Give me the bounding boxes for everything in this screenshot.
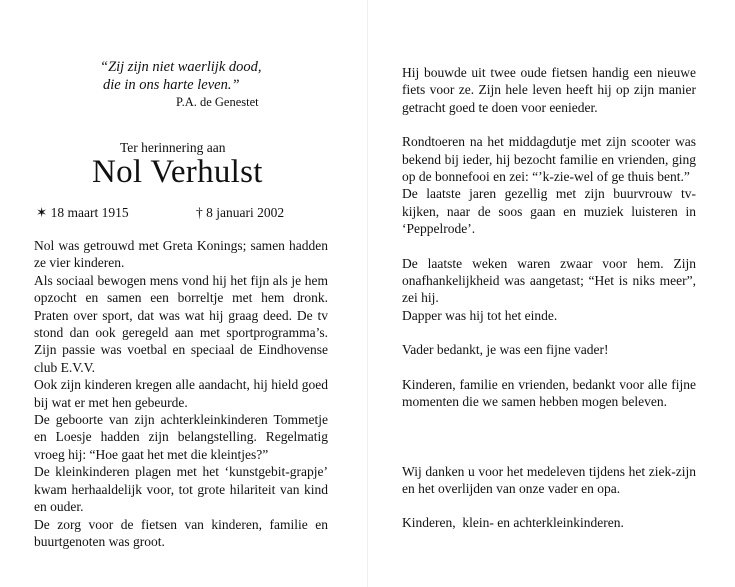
paragraph: De zorg voor de fietsen van kinderen, familie en buurtgenoten was groot. bbox=[34, 516, 328, 549]
signature-line: Kinderen, klein- en achterkleinkinderen. bbox=[402, 515, 624, 531]
quote-line-1: “Zij zijn niet waerlijk dood, bbox=[100, 59, 262, 75]
quote-line-2: die in ons harte leven.” bbox=[103, 77, 240, 93]
paragraph: Kinderen, familie en vrienden, bedankt voor alle fijne momenten die we samen hebben mogen beleven. bbox=[402, 376, 696, 410]
right-column bbox=[402, 64, 696, 532]
paragraph: Rondtoeren na het middagdutje met zijn scooter was bekend bij ieder, hij bezocht familie en vrienden, ging op de bonnefooi en zei: “’k-zie-wel of ge thuis bent.” bbox=[402, 134, 696, 185]
paragraph: Ook zijn kinderen kregen alle aandacht, hij hield goed bij wat er met hen gebeurde. bbox=[34, 377, 328, 410]
paragraph: Nol was getrouwd met Greta Konings; samen hadden ze vier kinderen. bbox=[34, 238, 328, 271]
paragraph: De kleinkinderen plagen met het ‘kunstgebit-grapje’ kwam herhaaldelijk voor, tot grote hilariteit van kind en ouder. bbox=[34, 464, 328, 515]
paragraph: Als sociaal bewogen mens vond hij het fijn als je hem opzocht en samen een borreltje met hem dronk. Praten over sport, dat was wat hij graag deed. De tv stond dan ook geregeld aan met sportprogramma’s. Zijn passie was voetbal en speciaal de Eindhovense club E.V.V. bbox=[34, 272, 328, 375]
birth-date: ✶ 18 maart 1915 bbox=[36, 205, 129, 220]
left-column bbox=[34, 237, 328, 550]
epigraph bbox=[100, 58, 300, 111]
deceased-name: Nol Verhulst bbox=[92, 154, 263, 190]
paragraph: De laatste weken waren zwaar voor hem. Zijn onafhankelijkheid was aangetast; “Het is niks meer”, zei hij. bbox=[402, 255, 696, 306]
fold-line bbox=[367, 0, 368, 587]
paragraph: De geboorte van zijn achterkleinkinderen Tommetje en Loesje hadden zijn belangstelling. Regelmatig vroeg hij: “Hoe gaat het met die kleintjes?” bbox=[34, 412, 328, 462]
paragraph: De laatste jaren gezellig met zijn buurvrouw tv-kijken, naar de soos gaan en muziek luisteren in ‘Peppelrode’. bbox=[402, 186, 696, 237]
paragraph: Wij danken u voor het medeleven tijdens het ziek-zijn en het overlijden van onze vader en opa. bbox=[402, 463, 696, 496]
paragraph: Dapper was hij tot het einde. bbox=[402, 307, 558, 323]
paragraph: Hij bouwde uit twee oude fietsen handig een nieuwe fiets voor ze. Zijn hele leven heeft hij op zijn manier getracht goed te doen voor eenieder. bbox=[402, 65, 696, 115]
paragraph: Vader bedankt, je was een fijne vader! bbox=[402, 342, 609, 358]
quote-author: P.A. de Genestet bbox=[176, 95, 259, 109]
intro-text: Ter herinnering aan bbox=[120, 140, 226, 155]
death-date: † 8 januari 2002 bbox=[196, 205, 285, 220]
